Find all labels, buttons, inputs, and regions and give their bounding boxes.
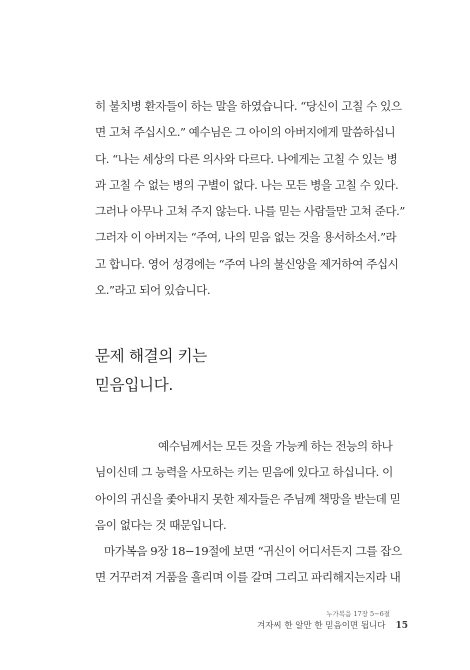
text-line: 과 고칠 수 없는 병의 구별이 없다. 나는 모든 병을 고칠 수 있다. <box>95 177 399 192</box>
text-line: 아이의 귀신을 좇아내지 못한 제자들은 주님께 책망을 받는데 믿 <box>95 491 401 506</box>
text-line: 면 거꾸러져 거품을 흘리며 이를 갈며 그리고 파리해지는지라 내 <box>95 570 401 585</box>
page-footer <box>257 609 408 633</box>
text-line: 고 합니다. 영어 성경에는 “주여 나의 불신앙을 제거하여 주십시 <box>95 256 399 271</box>
text-line: 오.”라고 되어 있습니다. <box>95 283 211 298</box>
text-line: 그러나 아무나 고쳐 주지 않는다. 나를 믿는 사람들만 고쳐 준다.” <box>95 204 405 219</box>
text-line: 다. “나는 세상의 다른 의사와 다르다. 나에게는 고칠 수 있는 병 <box>95 151 398 166</box>
paragraph-2-3 <box>95 433 407 591</box>
page-number: 15 <box>395 621 408 631</box>
heading-line: 문제 해결의 키는 <box>95 347 207 365</box>
heading-line: 믿음입니다. <box>95 376 173 394</box>
text-line: 마가복음 9장 18−19절에 보면 “귀신이 어디서든지 그를 잡으 <box>104 544 402 559</box>
scripture-reference: 누가복음 17장 5−6절 <box>326 610 390 618</box>
text-line: 음이 없다는 것 때문입니다. <box>95 517 227 532</box>
text-line: 면 고쳐 주십시오.” 예수님은 그 아이의 아버지에게 말씀하십니 <box>95 125 396 140</box>
text-line: 히 불치병 환자들이 하는 말을 하였습니다. “당신이 고칠 수 있으 <box>95 99 402 113</box>
text-line: 님이신데 그 능력을 사모하는 키는 믿음에 있다고 하십니다. 이 <box>95 465 393 480</box>
book-title: 겨자씨 한 알만 한 믿음이면 됩니다 <box>257 621 386 631</box>
section-heading <box>95 342 207 400</box>
text-line: 그러자 이 아버지는 “주여, 나의 믿음 없는 것을 용서하소서.”라 <box>95 230 397 245</box>
running-footer <box>257 619 408 633</box>
paragraph-1 <box>95 93 407 303</box>
text-line: 예수님께서는 모든 것을 가능케 하는 전능의 하나 <box>158 439 393 453</box>
